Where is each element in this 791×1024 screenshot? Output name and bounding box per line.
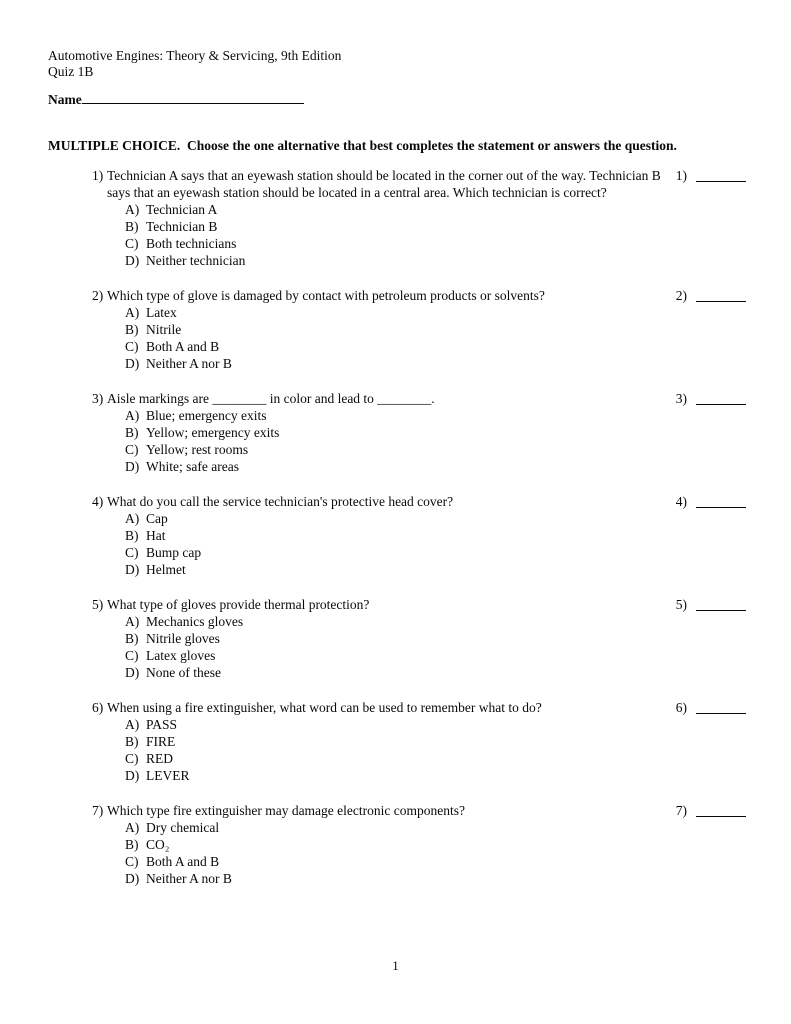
option-label: D) (125, 871, 140, 886)
option-label: D) (125, 459, 140, 474)
option-d (125, 561, 662, 578)
option-text: LEVER (146, 768, 190, 783)
option-a (125, 613, 662, 630)
answer-blank-line (696, 699, 746, 714)
option-text: Neither A nor B (146, 356, 232, 371)
option-text: Helmet (146, 562, 186, 577)
answer-slot (662, 802, 746, 887)
option-text: Yellow; emergency exits (146, 425, 280, 440)
option-label: A) (125, 202, 140, 217)
answer-slot (662, 390, 746, 475)
answer-number: 7) (675, 803, 687, 818)
option-label: B) (125, 528, 139, 543)
answer-slot (662, 287, 746, 372)
answer-slot (662, 167, 746, 269)
option-label: B) (125, 425, 139, 440)
question-5 (48, 596, 746, 681)
option-text: Mechanics gloves (146, 614, 244, 629)
answer-number: 6) (675, 700, 687, 715)
option-b (125, 733, 662, 750)
option-text: Dry chemical (146, 820, 220, 835)
option-c (125, 853, 662, 870)
option-label: D) (125, 356, 140, 371)
option-list (92, 407, 662, 475)
option-text: Cap (146, 511, 168, 526)
answer-blank-line (696, 802, 746, 817)
option-label: C) (125, 545, 139, 560)
option-a (125, 304, 662, 321)
question-number: 4) (92, 494, 104, 509)
option-list (92, 716, 662, 784)
option-text: CO₂ (146, 837, 170, 852)
question-number: 2) (92, 288, 104, 303)
option-b (125, 630, 662, 647)
option-label: C) (125, 442, 139, 457)
option-c (125, 544, 662, 561)
answer-slot (662, 699, 746, 784)
name-row (48, 91, 746, 108)
name-blank-line (82, 91, 304, 104)
option-a (125, 819, 662, 836)
answer-number: 2) (675, 288, 687, 303)
option-text: Both A and B (146, 339, 220, 354)
option-text: FIRE (146, 734, 176, 749)
option-text: Both A and B (146, 854, 220, 869)
option-label: A) (125, 511, 140, 526)
question-number: 5) (92, 597, 104, 612)
option-d (125, 252, 662, 269)
option-text: Nitrile (146, 322, 182, 337)
option-label: C) (125, 854, 139, 869)
question-6 (48, 699, 746, 784)
option-text: None of these (146, 665, 221, 680)
answer-blank-line (696, 167, 746, 182)
question-number: 7) (92, 803, 104, 818)
option-c (125, 647, 662, 664)
option-text: Bump cap (146, 545, 202, 560)
page-content (48, 48, 746, 905)
option-d (125, 458, 662, 475)
option-list (92, 201, 662, 269)
option-a (125, 716, 662, 733)
answer-slot (662, 596, 746, 681)
option-label: D) (125, 562, 140, 577)
option-label: B) (125, 322, 139, 337)
question-text: Aisle markings are ________ in color and lead to ________. (107, 391, 435, 406)
option-c (125, 338, 662, 355)
option-label: B) (125, 837, 139, 852)
option-label: A) (125, 614, 140, 629)
answer-number: 4) (675, 494, 687, 509)
option-d (125, 767, 662, 784)
option-text: RED (146, 751, 173, 766)
question-text: What do you call the service technician's protective head cover? (107, 494, 454, 509)
question-text: When using a fire extinguisher, what word can be used to remember what to do? (107, 700, 542, 715)
answer-blank-line (696, 390, 746, 405)
option-b (125, 321, 662, 338)
option-label: D) (125, 253, 140, 268)
option-label: A) (125, 820, 140, 835)
option-text: Hat (146, 528, 166, 543)
question-4 (48, 493, 746, 578)
option-label: B) (125, 219, 139, 234)
answer-blank-line (696, 493, 746, 508)
option-text: Nitrile gloves (146, 631, 220, 646)
option-d (125, 870, 662, 887)
answer-blank-line (696, 596, 746, 611)
option-label: B) (125, 734, 139, 749)
option-label: C) (125, 236, 139, 251)
option-label: A) (125, 717, 140, 732)
option-text: Technician A (146, 202, 218, 217)
option-c (125, 750, 662, 767)
quiz-title: Quiz 1B (48, 64, 94, 79)
answer-number: 3) (675, 391, 687, 406)
option-label: C) (125, 339, 139, 354)
option-list (92, 510, 662, 578)
option-a (125, 407, 662, 424)
option-b (125, 424, 662, 441)
option-list (92, 819, 662, 887)
question-text: Which type fire extinguisher may damage electronic components? (107, 803, 465, 818)
answer-number: 5) (675, 597, 687, 612)
option-text: Latex gloves (146, 648, 216, 663)
option-b (125, 527, 662, 544)
question-1 (48, 167, 746, 269)
question-3 (48, 390, 746, 475)
question-text: Technician A says that an eyewash station should be located in the corner out of the way. Technician B says that an eyewash station should be located in a central area. Which technician is correct? (107, 168, 661, 200)
option-a (125, 201, 662, 218)
question-number: 1) (92, 168, 104, 183)
option-a (125, 510, 662, 527)
option-label: A) (125, 408, 140, 423)
question-number: 6) (92, 700, 104, 715)
section-heading: MULTIPLE CHOICE. Choose the one alternative that best completes the statement or answers the question. (48, 138, 677, 153)
answer-blank-line (696, 287, 746, 302)
option-text: Neither technician (146, 253, 246, 268)
option-label: D) (125, 768, 140, 783)
question-number: 3) (92, 391, 104, 406)
question-2 (48, 287, 746, 372)
option-c (125, 235, 662, 252)
page-number: 1 (392, 958, 399, 973)
name-label: Name (48, 92, 82, 107)
option-text: White; safe areas (146, 459, 239, 474)
option-text: Both technicians (146, 236, 237, 251)
option-text: Latex (146, 305, 177, 320)
option-label: C) (125, 751, 139, 766)
option-label: A) (125, 305, 140, 320)
option-label: C) (125, 648, 139, 663)
book-title: Automotive Engines: Theory & Servicing, 9th Edition (48, 48, 342, 63)
option-label: D) (125, 665, 140, 680)
option-list (92, 613, 662, 681)
question-text: Which type of glove is damaged by contact with petroleum products or solvents? (107, 288, 545, 303)
question-text: What type of gloves provide thermal protection? (107, 597, 370, 612)
option-d (125, 664, 662, 681)
option-list (92, 304, 662, 372)
option-text: PASS (146, 717, 178, 732)
option-text: Yellow; rest rooms (146, 442, 249, 457)
answer-number: 1) (675, 168, 687, 183)
option-b (125, 218, 662, 235)
question-7 (48, 802, 746, 887)
option-b (125, 836, 662, 853)
option-d (125, 355, 662, 372)
option-c (125, 441, 662, 458)
option-text: Blue; emergency exits (146, 408, 267, 423)
option-label: B) (125, 631, 139, 646)
option-text: Neither A nor B (146, 871, 232, 886)
question-list (48, 167, 746, 887)
option-text: Technician B (146, 219, 218, 234)
answer-slot (662, 493, 746, 578)
